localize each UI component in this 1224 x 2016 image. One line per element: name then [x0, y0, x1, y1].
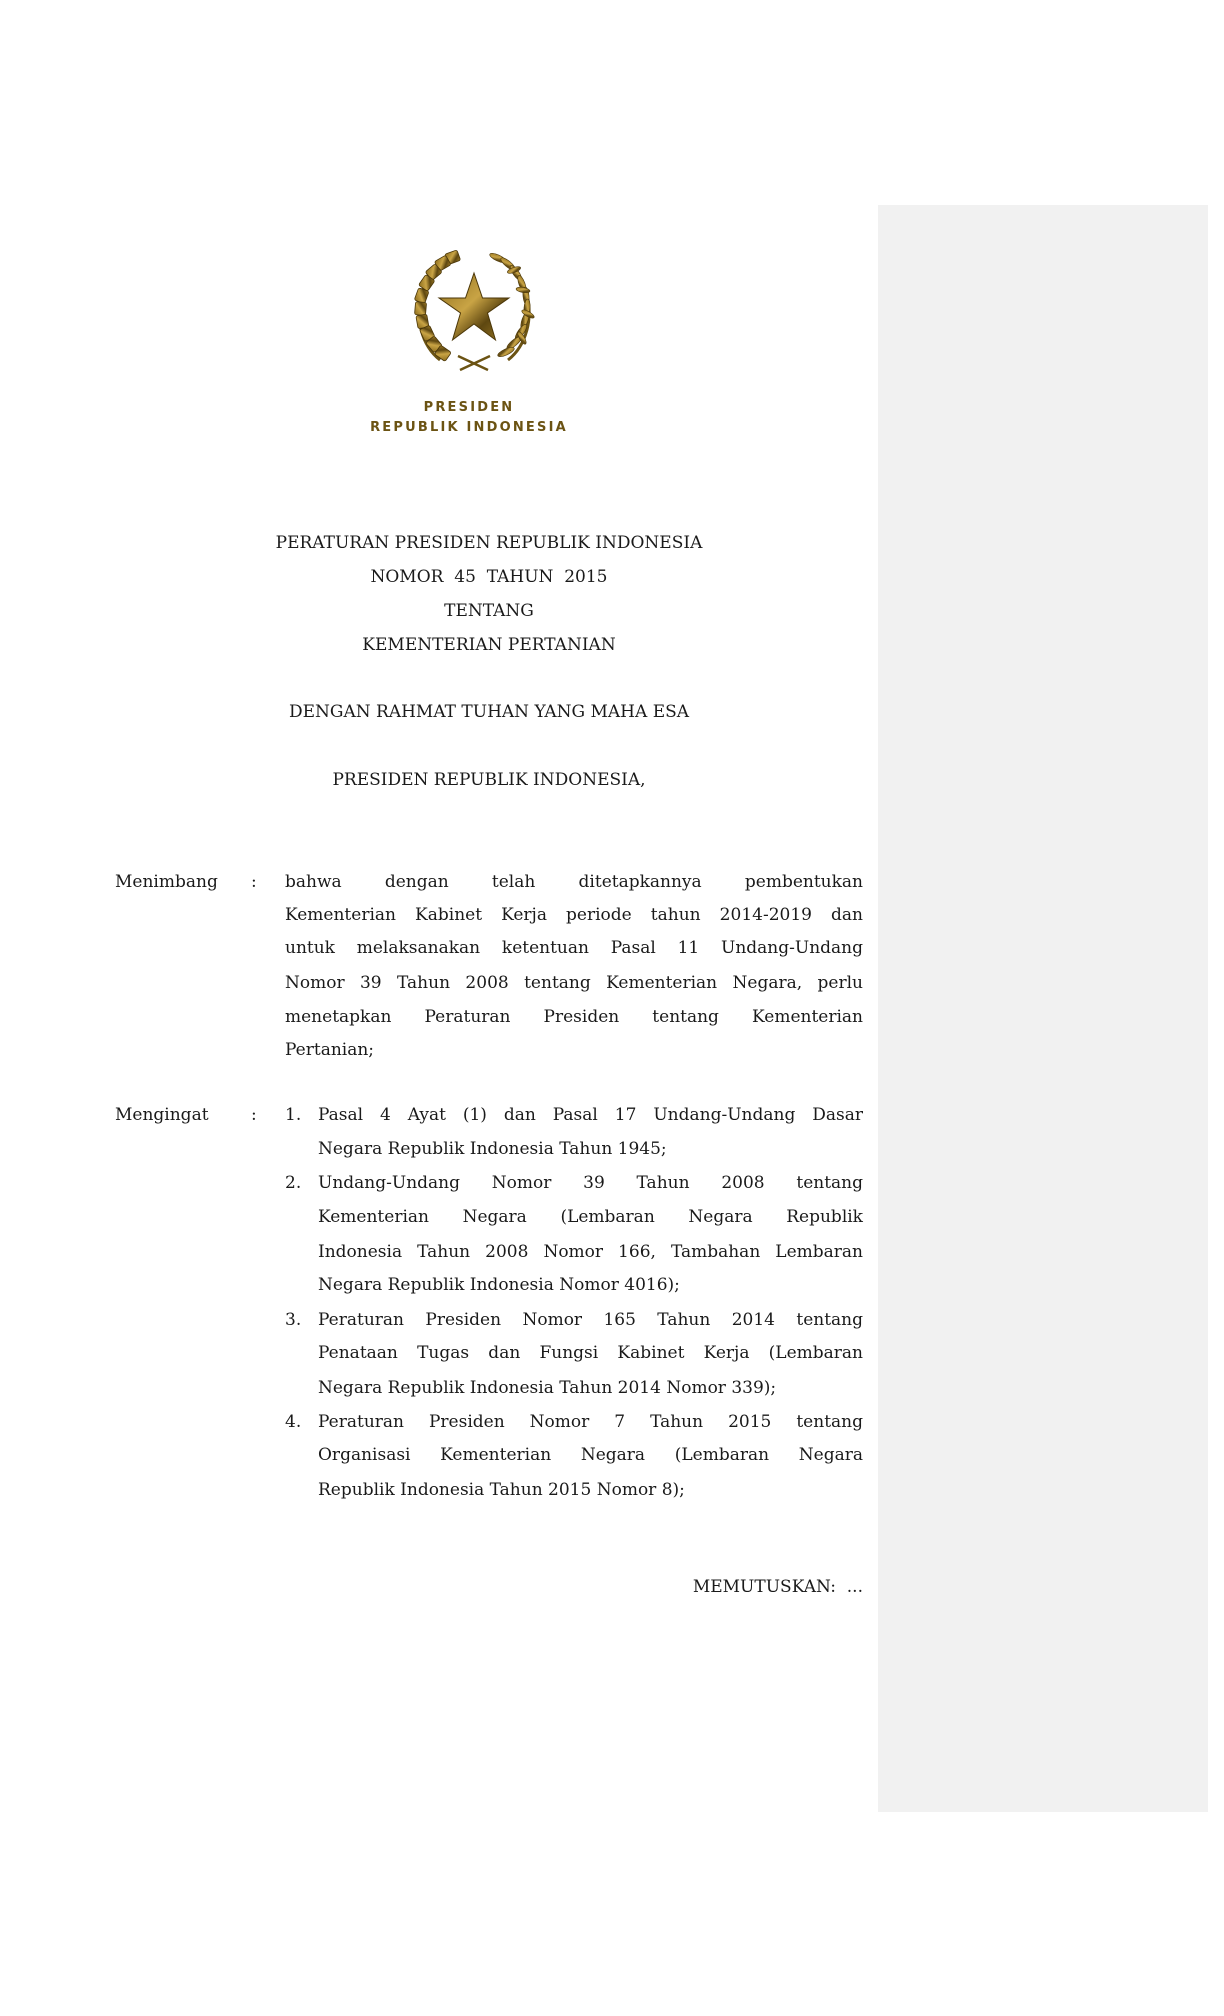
menimbang-colon: : — [251, 872, 257, 892]
mengingat-item-line: Peraturan Presiden Nomor 165 Tahun 2014 tentang — [318, 1310, 863, 1330]
invocation: DENGAN RAHMAT TUHAN YANG MAHA ESA — [288, 702, 690, 722]
letterhead-line-1: PRESIDEN — [423, 400, 515, 415]
mengingat-item-line: Organisasi Kementerian Negara (Lembaran Negara — [318, 1445, 863, 1465]
mengingat-item-line: Indonesia Tahun 2008 Nomor 166, Tambahan Lembaran — [318, 1242, 863, 1262]
menimbang-line: Kementerian Kabinet Kerja periode tahun 2014-2019 dan — [285, 905, 863, 925]
mengingat-item-line: Penataan Tugas dan Fungsi Kabinet Kerja (Lembaran — [318, 1343, 863, 1363]
mengingat-item-line: Negara Republik Indonesia Nomor 4016); — [318, 1275, 680, 1295]
continuation-marker: MEMUTUSKAN: ... — [692, 1577, 863, 1597]
menimbang-line: untuk melaksanakan ketentuan Pasal 11 Undang-Undang — [285, 938, 863, 958]
mengingat-item-line: Pasal 4 Ayat (1) dan Pasal 17 Undang-Undang Dasar — [318, 1105, 863, 1125]
menimbang-line: Nomor 39 Tahun 2008 tentang Kementerian Negara, perlu — [285, 973, 863, 993]
mengingat-item-line: Peraturan Presiden Nomor 7 Tahun 2015 tentang — [318, 1412, 863, 1432]
mengingat-item-line: Undang-Undang Nomor 39 Tahun 2008 tentang — [318, 1173, 863, 1193]
menimbang-line: bahwa dengan telah ditetapkannya pembentukan — [285, 872, 863, 892]
mengingat-item-line: Kementerian Negara (Lembaran Negara Republik — [318, 1207, 863, 1227]
mengingat-item-number: 4. — [285, 1412, 302, 1432]
presidential-emblem-icon — [410, 248, 538, 372]
mengingat-item-number: 3. — [285, 1310, 302, 1330]
regulation-about: TENTANG — [444, 601, 534, 621]
menimbang-line: menetapkan Peraturan Presiden tentang Kementerian — [285, 1007, 863, 1027]
letterhead-line-2: REPUBLIK INDONESIA — [370, 420, 568, 435]
mengingat-colon: : — [251, 1105, 257, 1125]
mengingat-item-number: 2. — [285, 1173, 302, 1193]
issuer: PRESIDEN REPUBLIK INDONESIA, — [332, 770, 646, 790]
side-panel — [878, 205, 1208, 1812]
regulation-subject: KEMENTERIAN PERTANIAN — [362, 635, 616, 655]
mengingat-item-line: Negara Republik Indonesia Tahun 1945; — [318, 1139, 667, 1159]
menimbang-line: Pertanian; — [285, 1040, 375, 1060]
regulation-title: PERATURAN PRESIDEN REPUBLIK INDONESIA — [275, 533, 703, 553]
mengingat-item-line: Negara Republik Indonesia Tahun 2014 Nomor 339); — [318, 1378, 777, 1398]
mengingat-label: Mengingat — [115, 1105, 209, 1125]
menimbang-label: Menimbang — [115, 872, 218, 892]
mengingat-item-number: 1. — [285, 1105, 302, 1125]
regulation-number: NOMOR 45 TAHUN 2015 — [370, 567, 608, 587]
mengingat-item-line: Republik Indonesia Tahun 2015 Nomor 8); — [318, 1480, 685, 1500]
